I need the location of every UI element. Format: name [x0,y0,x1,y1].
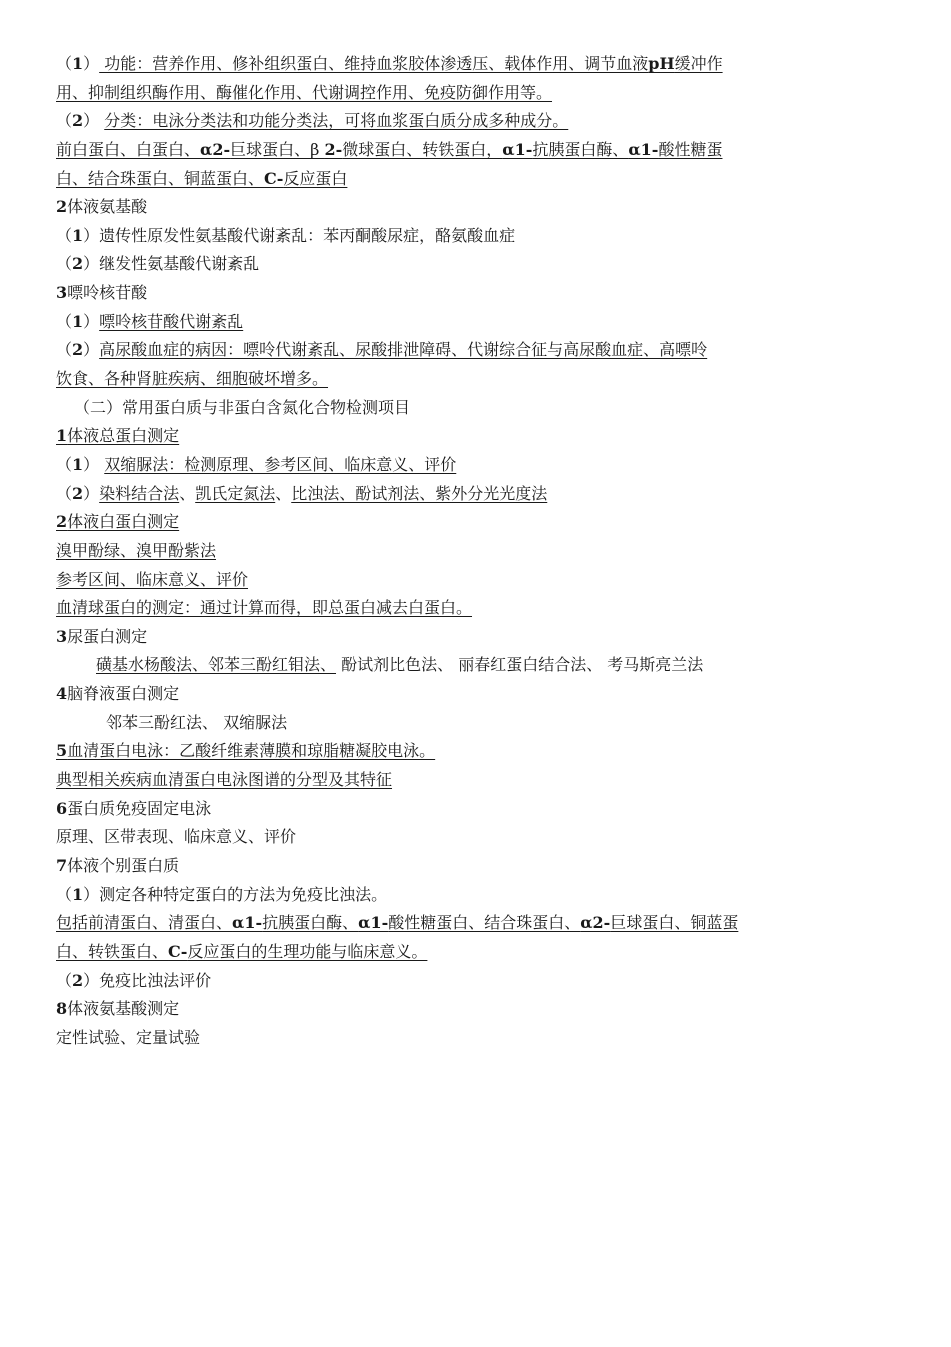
text-run: （ [56,54,73,73]
text-run: 5 [56,741,68,761]
text-run: ） [83,111,105,131]
text-run: 体液氨基酸测定 [67,999,180,1019]
text-run: 微球蛋白、转铁蛋白， [342,139,503,159]
text-run: 反应蛋白 [283,168,348,188]
text-run: ）遗传性原发性氨基酸代谢紊乱：苯丙酮酸尿症，酪氨酸血症 [83,225,516,245]
text-run: 1 [72,225,84,245]
text-run: 3 [56,283,68,303]
text-run: 双缩脲法：检测原理、参考区间、临床意义、评价 [104,454,457,474]
text-run: ） [83,311,100,331]
text-run: 白、结合珠蛋白、铜蓝蛋白、 [56,168,265,188]
text-run: ） [83,54,100,73]
text-line [56,193,916,222]
text-run: （ [56,111,73,131]
text-line [56,365,916,394]
text-run: 染料结合法 [99,483,180,503]
text-run: （ [56,970,73,990]
text-run: 酚试剂比色法、 丽春红蛋白结合法、 考马斯亮兰法 [336,655,704,675]
text-run: 参考区间、临床意义、评价 [56,569,249,589]
text-line [56,537,916,566]
text-run: 典型相关疾病血清蛋白电泳图谱的分型及其特征 [56,770,393,790]
text-run: ） [83,483,100,503]
text-run: 2 [72,111,84,131]
text-line [56,79,916,108]
text-run: 比浊法、酚试剂法、紫外分光光度法 [291,483,548,503]
text-run: 酸性糖蛋 [658,139,723,159]
text-run: 功能：营养作用、修补组织蛋白、维持血浆胶体渗透压、载体作用、调节血液 [99,54,649,73]
text-run: 磺基水杨酸法、邻苯三酚红钼法、 [96,655,337,675]
text-run: 饮食、各种肾脏疾病、细胞破坏增多。 [56,369,329,389]
text-line [56,709,916,738]
text-run: 缓冲作 [674,54,723,73]
text-run: 2 [56,197,68,217]
text-run: 7 [56,855,68,875]
text-run: 体液白蛋白测定 [67,512,180,532]
text-run: 6 [56,798,68,818]
text-line [56,451,916,480]
text-run: C- [264,168,284,188]
text-line [56,566,916,595]
text-line [56,909,916,938]
text-run: α2- [200,139,231,159]
text-run: （ [56,311,73,331]
text-line [56,422,916,451]
text-run: 1 [72,884,84,904]
text-run: 嘌呤核苷酸 [67,283,148,303]
text-line [56,594,916,623]
text-run: α1- [628,139,659,159]
text-run: 体液氨基酸 [67,197,148,217]
text-run: 2 [72,970,84,990]
text-run: （ [56,254,73,274]
text-line [56,165,916,194]
text-run: 用、抑制组织酶作用、酶催化作用、代谢调控作用、免疫防御作用等。 [56,82,553,102]
text-run: 1 [72,54,84,73]
text-run: 8 [56,999,68,1019]
text-run: 3 [56,626,68,646]
text-run: （二）常用蛋白质与非蛋白含氮化合物检测项目 [74,397,411,417]
text-line [56,766,916,795]
text-run: α1- [358,913,389,933]
text-run: α1- [502,139,533,159]
text-run: 体液总蛋白测定 [67,426,180,446]
text-run: 、 [179,483,196,503]
text-run: 定性试验、定量试验 [56,1027,201,1047]
text-run: ） [83,340,100,360]
document-body [56,50,916,1052]
text-line [56,394,916,423]
text-run: 反应蛋白的生理功能与临床意义。 [187,941,428,961]
text-run: 尿蛋白测定 [67,626,148,646]
text-run: 高尿酸血症的病因：嘌呤代谢紊乱、尿酸排泄障碍、代谢综合征与高尿酸血症、高嘌呤 [99,340,708,360]
text-run: 抗胰蛋白酶、 [532,139,629,159]
text-run: 酸性糖蛋白、结合珠蛋白、 [388,913,581,933]
text-run: 邻苯三酚红法、 双缩脲法 [106,712,288,732]
text-run: 原理、区带表现、临床意义、评价 [56,827,297,847]
text-line [56,480,916,509]
text-run: 体液个别蛋白质 [67,855,180,875]
text-run: 巨球蛋白、铜蓝蛋 [610,913,739,933]
text-run: 1 [56,426,68,446]
text-line [56,508,916,537]
text-run: 2- [324,139,343,159]
text-run: 1 [72,454,84,474]
text-line [56,852,916,881]
text-line [56,795,916,824]
text-run: 凯氏定氮法 [195,483,276,503]
text-run: C- [168,941,188,961]
text-line [56,1024,916,1053]
text-run: 2 [72,340,84,360]
text-run: 包括前清蛋白、清蛋白、 [56,913,233,933]
text-line [56,336,916,365]
text-line [56,938,916,967]
text-run: 蛋白质免疫固定电泳 [67,798,212,818]
text-run: （ [56,454,73,474]
text-line [56,680,916,709]
text-run: （ [56,483,73,503]
text-line [56,623,916,652]
text-run: 、 [275,483,292,503]
text-run: 分类：电泳分类法和功能分类法，可将血浆蛋白质分成多种成分。 [104,111,569,131]
text-run: 抗胰蛋白酶、 [262,913,359,933]
text-run: 嘌呤核苷酸代谢紊乱 [99,311,244,331]
text-run: 血清蛋白电泳：乙酸纤维素薄膜和琼脂糖凝胶电泳。 [67,741,436,761]
text-run: （ [56,884,73,904]
text-run: 2 [72,254,84,274]
text-run: 4 [56,684,68,704]
text-line [56,737,916,766]
text-line [56,995,916,1024]
text-line [56,222,916,251]
text-run: α1- [232,913,263,933]
text-run: 2 [72,483,84,503]
text-line [56,651,916,680]
text-run: 2 [56,512,68,532]
text-line [56,279,916,308]
text-run: 白、转铁蛋白、 [56,941,169,961]
text-run: α2- [580,913,611,933]
text-line [56,881,916,910]
text-run: ） [83,454,105,474]
text-run: 1 [72,311,84,331]
text-run: 血清球蛋白的测定：通过计算而得，即总蛋白减去白蛋白。 [56,598,473,618]
text-run: ）测定各种特定蛋白的方法为免疫比浊法。 [83,884,388,904]
text-run: 溴甲酚绿、溴甲酚紫法 [56,540,217,560]
text-run: pH [648,54,675,73]
text-run: （ [56,340,73,360]
text-run: 前白蛋白、白蛋白、 [56,139,201,159]
text-run: （ [56,225,73,245]
text-run: 巨球蛋白、β [230,139,325,159]
text-run: 脑脊液蛋白测定 [67,684,180,704]
text-line [56,967,916,996]
text-line [56,308,916,337]
text-line [56,250,916,279]
text-line [56,50,916,79]
text-line [56,136,916,165]
text-run: ）继发性氨基酸代谢紊乱 [83,254,260,274]
text-line [56,823,916,852]
text-run: ）免疫比浊法评价 [83,970,212,990]
text-line [56,107,916,136]
